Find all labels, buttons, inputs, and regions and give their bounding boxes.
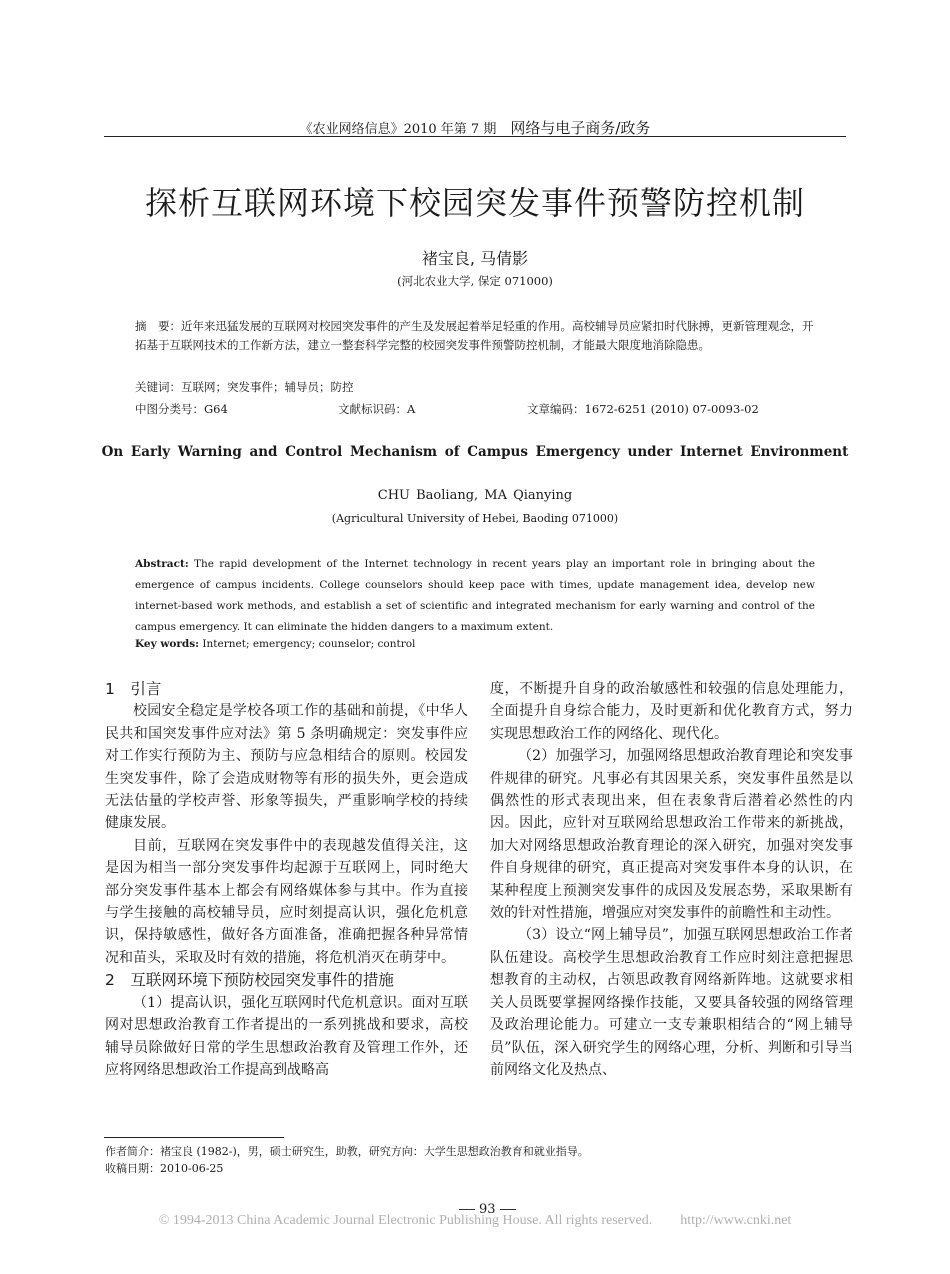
paragraph: 目前，互联网在突发事件中的表现越发值得关注，这是因为相当一部分突发事件均起源于互联网上，同时绝大部分突发事件基本上都会有网络媒体参与其中。作为直接与学生接触的高校辅导员，应时刻提高认识，强化危机意识，保持敏感性，做好各方面准备，准确把握各种异常情况和苗头，采取及时有效的措施，将危机消灭在萌芽中。 bbox=[105, 837, 468, 966]
abstract-label: 摘 要： bbox=[135, 319, 181, 333]
clc-number: 中图分类号：G64 bbox=[135, 402, 228, 416]
english-abstract bbox=[135, 554, 815, 638]
document-code: 文献标识码：A bbox=[338, 402, 416, 416]
english-affiliation: (Agricultural University of Hebei, Baoding 071000) bbox=[331, 512, 619, 525]
english-authors: CHU Baoliang, MA Qianying bbox=[377, 488, 573, 503]
section-1-heading: 1 引言 bbox=[105, 680, 162, 698]
authors: 褚宝良, 马倩影 bbox=[421, 249, 529, 268]
keywords-text: 互联网；突发事件；辅导员；防控 bbox=[181, 380, 354, 394]
running-head bbox=[105, 117, 845, 138]
paragraph: （2）加强学习，加强网络思想政治教育理论和突发事件规律的研究。凡事必有其因果关系，突发事件虽然是以偶然性的形式表现出来，但在表象背后潜着必然性的内因。因此，应针对互联网给思想政治工作带来的新挑战，加大对网络思想政治教育理论的深入研究，加强对突发事件自身规律的研究，真正提高对突发事件本身的认识，在某种程度上预测突发事件的成因及发展态势，采取果断有效的针对性措施，增强应对突发事件的前瞻性和主动性。 bbox=[490, 748, 853, 922]
paragraph: （1）提高认识，强化互联网时代危机意识。面对互联网对思想政治教育工作者提出的一系列挑战和要求，高校辅导员除做好日常的学生思想政治教育及管理工作外，还应将网络思想政治工作提高到战略高 bbox=[105, 994, 468, 1078]
article-number: 文章编码：1672-6251 (2010) 07-0093-02 bbox=[527, 402, 759, 416]
received-date-footnote: 收稿日期：2010-06-25 bbox=[105, 1162, 224, 1175]
copyright-watermark: © 1994-2013 China Academic Journal Electronic Publishing House. All rights reserved. http://www.cnki.net bbox=[158, 1213, 792, 1228]
page-number-text: 93 bbox=[479, 1202, 496, 1217]
body-right-column bbox=[490, 678, 853, 1081]
header-rule bbox=[104, 136, 846, 137]
section-2-heading: 2 互联网环境下预防校园突发事件的措施 bbox=[105, 971, 394, 990]
english-abstract-text: The rapid development of the Internet technology in recent years play an important role in bringing about the emergence of campus incidents. College counselors should keep pace with times, update management idea, develop new internet-based work methods, and establish a set of scientific and integrated mechanism for early warning and control of the campus emergency. It can eliminate the hidden dangers to a maximum extent. bbox=[135, 558, 815, 633]
journal-section: 网络与电子商务/政务 bbox=[510, 119, 651, 137]
affiliation: (河北农业大学, 保定 071000) bbox=[397, 274, 553, 288]
author-bio-footnote: 作者简介：褚宝良 (1982-)，男，硕士研究生，助教，研究方向：大学生思想政治教育和就业指导。 bbox=[105, 1145, 589, 1158]
footnote-rule bbox=[104, 1137, 284, 1138]
chinese-keywords bbox=[135, 379, 354, 395]
paragraph: 校园安全稳定是学校各项工作的基础和前提，《中华人民共和国突发事件应对法》第 5 条明确规定：突发事件应对工作实行预防为主、预防与应急相结合的原则。校园发生突发事件，除了会造成财物等有形的损失外，更会造成无法估量的学校声誉、形象等损失，严重影响学校的持续健康发展。 bbox=[105, 703, 468, 832]
english-keywords-text: Internet; emergency; counselor; control bbox=[202, 638, 416, 650]
english-keywords-label: Key words: bbox=[135, 638, 200, 650]
body-left-column bbox=[105, 678, 468, 1081]
paper-title: 探析互联网环境下校园突发事件预警防控机制 bbox=[144, 184, 805, 222]
keywords-label: 关键词： bbox=[135, 380, 181, 394]
english-keywords bbox=[135, 638, 415, 650]
abstract-text: 近年来迅猛发展的互联网对校园突发事件的产生及发展起着举足轻重的作用。高校辅导员应紧扣时代脉搏，更新管理观念，开拓基于互联网技术的工作新方法，建立一整套科学完整的校园突发事件预警防控机制，才能最大限度地消除隐患。 bbox=[135, 319, 814, 352]
chinese-abstract bbox=[135, 317, 815, 354]
english-abstract-label: Abstract: bbox=[135, 558, 189, 570]
paragraph: 度，不断提升自身的政治敏感性和较强的信息处理能力，全面提升自身综合能力，及时更新和优化教育方式，努力实现思想政治工作的网络化、现代化。 bbox=[490, 681, 853, 742]
journal-issue: 《农业网络信息》2010 年第 7 期 bbox=[299, 122, 497, 137]
paragraph: （3）设立“网上辅导员”，加强互联网思想政治工作者队伍建设。高校学生思想政治教育工作应时刻注意把握思想教育的主动权，占领思政教育网络新阵地。这就要求相关人员既要掌握网络操作技能，又要具备较强的网络管理及政治理论能力。可建立一支专兼职相结合的“网上辅导员”队伍，深入研究学生的网络心理，分析、判断和引导当前网络文化及热点、 bbox=[490, 927, 853, 1078]
english-title: On Early Warning and Control Mechanism of Campus Emergency under Internet Environment bbox=[101, 444, 849, 460]
